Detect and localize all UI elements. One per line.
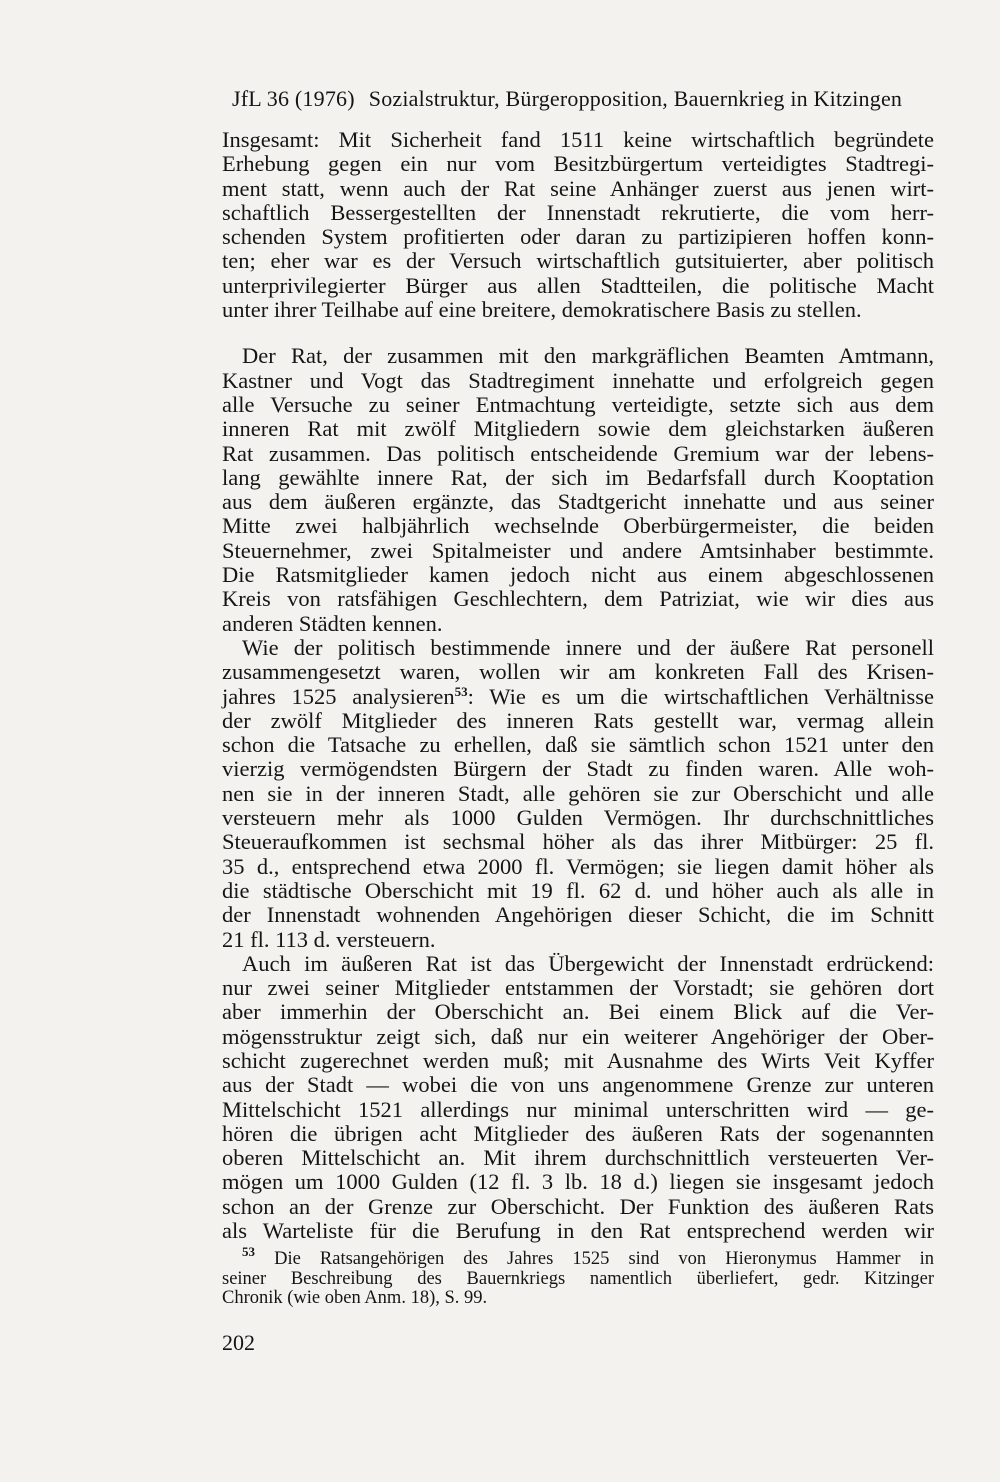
text-line: aber immerhin der Oberschicht an. Bei einem Blick auf die Ver- <box>222 999 934 1025</box>
footnote <box>222 1244 934 1309</box>
text-line <box>222 685 934 709</box>
text-line: Kastner und Vogt das Stadtregiment innehatte und erfolgreich gegen <box>222 367 934 393</box>
running-head <box>232 86 932 112</box>
text-line: vierzig vermögendsten Bürgern der Stadt zu finden waren. Alle woh- <box>222 756 934 782</box>
text-line: Steueraufkommen ist sechsmal höher als das ihrer Mitbürger: 25 fl. <box>222 829 934 855</box>
text-line: Rat zusammen. Das politisch entscheidende Gremium war der lebens- <box>222 440 934 466</box>
text-line: Der Rat, der zusammen mit den markgräflichen Beamten Amtmann, <box>242 343 934 369</box>
text-line: hören die übrigen acht Mitglieder des äußeren Rats der sogenannten <box>222 1120 934 1146</box>
text-span: : Wie es um die wirtschaftlichen Verhältnisse <box>467 683 934 709</box>
text-line: ment statt, wenn auch der Rat seine Anhänger zuerst aus jenen wirt- <box>222 175 934 201</box>
footnote-reference: 53 <box>454 683 468 699</box>
footnote-number: 53 <box>242 1244 255 1259</box>
text-line: aus dem äußeren ergänzte, das Stadtgericht innehatte und aus seiner <box>222 489 934 515</box>
text-line: unter ihrer Teilhabe auf eine breitere, demokratischere Basis zu stellen. <box>222 297 862 323</box>
footnote-line: Chronik (wie oben Anm. 18), S. 99. <box>222 1288 488 1308</box>
text-line: als Warteliste für die Berufung in den Rat entsprechend werden wir <box>222 1218 934 1244</box>
text-line: unterprivilegierter Bürger aus allen Stadtteilen, die politische Macht <box>222 272 934 298</box>
text-line: schaftlich Bessergestellten der Innenstadt rekrutierte, die vom herr- <box>222 199 934 225</box>
footnote-line <box>222 1244 934 1270</box>
text-line: mögensstruktur zeigt sich, daß nur ein weiterer Angehöriger der Ober- <box>222 1023 934 1049</box>
text-line: die städtische Oberschicht mit 19 fl. 62 d. und höher auch als alle in <box>222 877 934 903</box>
text-line: Insgesamt: Mit Sicherheit fand 1511 keine wirtschaftlich begründete <box>222 127 934 152</box>
text-line: Erhebung gegen ein nur vom Besitzbürgertum verteidigtes Stadtregi- <box>222 151 934 177</box>
body-text <box>222 128 934 1243</box>
running-title: Sozialstruktur, Bürgeropposition, Bauernkrieg in Kitzingen <box>368 86 903 111</box>
footnote-text: Die Ratsangehörigen des Jahres 1525 sind von Hieronymus Hammer in <box>255 1249 934 1269</box>
text-line: versteuern mehr als 1000 Gulden Vermögen. Ihr durchschnittliches <box>222 805 934 831</box>
text-line: 21 fl. 113 d. versteuern. <box>222 926 436 952</box>
text-line: Kreis von ratsfähigen Geschlechtern, dem Patriziat, wie wir dies aus <box>222 586 934 612</box>
text-span: jahres 1525 analysieren <box>222 683 455 709</box>
text-line: schon die Tatsache zu erhellen, daß sie sämtlich schon 1521 unter den <box>222 732 934 758</box>
text-line: inneren Rat mit zwölf Mitgliedern sowie dem gleichstarken äußeren <box>222 416 934 442</box>
text-line: Auch im äußeren Rat ist das Übergewicht der Innenstadt erdrückend: <box>242 950 934 976</box>
page-number: 202 <box>222 1330 255 1355</box>
text-line: schon an der Grenze zur Oberschicht. Der Funktion des äußeren Rats <box>222 1193 934 1219</box>
text-line: nur zwei seiner Mitglieder entstammen der Vorstadt; sie gehören dort <box>222 975 934 1001</box>
section-gap <box>222 322 934 344</box>
text-line: Mittelschicht 1521 allerdings nur minimal unterschritten wird — ge- <box>222 1096 934 1122</box>
text-line: mögen um 1000 Gulden (12 fl. 3 lb. 18 d.) liegen sie insgesamt jedoch <box>222 1169 934 1195</box>
text-line: schenden System profitierten oder daran zu partizipieren hoffen konn- <box>222 224 934 250</box>
text-line: Wie der politisch bestimmende innere und der äußere Rat personell <box>242 634 934 660</box>
text-line: anderen Städten kennen. <box>222 610 443 636</box>
text-line: oberen Mittelschicht an. Mit ihrem durchschnittlich versteuerten Ver- <box>222 1145 934 1171</box>
journal-citation: JfL 36 (1976) <box>232 86 355 111</box>
text-line: zusammengesetzt waren, wollen wir am konkreten Fall des Krisen- <box>222 659 934 685</box>
text-line: ten; eher war es der Versuch wirtschaftlich gutsituierter, aber politisch <box>222 248 934 274</box>
text-line: schicht zugerechnet werden muß; mit Ausnahme des Wirts Veit Kyffer <box>222 1047 934 1073</box>
text-line: nen sie in der inneren Stadt, alle gehören sie zur Oberschicht und alle <box>222 780 934 806</box>
text-line: alle Versuche zu seiner Entmachtung verteidigte, setzte sich aus dem <box>222 391 934 417</box>
text-line: 35 d., entsprechend etwa 2000 fl. Vermögen; sie liegen damit höher als <box>222 853 934 879</box>
text-line: der zwölf Mitglieder des inneren Rats gestellt war, vermag allein <box>222 707 934 733</box>
text-line: lang gewählte innere Rat, der sich im Bedarfsfall durch Kooptation <box>222 464 934 490</box>
text-line: aus der Stadt — wobei die von uns angenommene Grenze zur unteren <box>222 1072 934 1098</box>
text-line: Steuernehmer, zwei Spitalmeister und andere Amtsinhaber bestimmte. <box>222 537 934 563</box>
text-line: Mitte zwei halbjährlich wechselnde Oberbürgermeister, die beiden <box>222 513 934 539</box>
text-line: Die Ratsmitglieder kamen jedoch nicht aus einem abgeschlossenen <box>222 562 934 588</box>
footnote-line: seiner Beschreibung des Bauernkriegs namentlich überliefert, gedr. Kitzinger <box>222 1268 934 1289</box>
text-line: der Innenstadt wohnenden Angehörigen dieser Schicht, die im Schnitt <box>222 902 934 928</box>
